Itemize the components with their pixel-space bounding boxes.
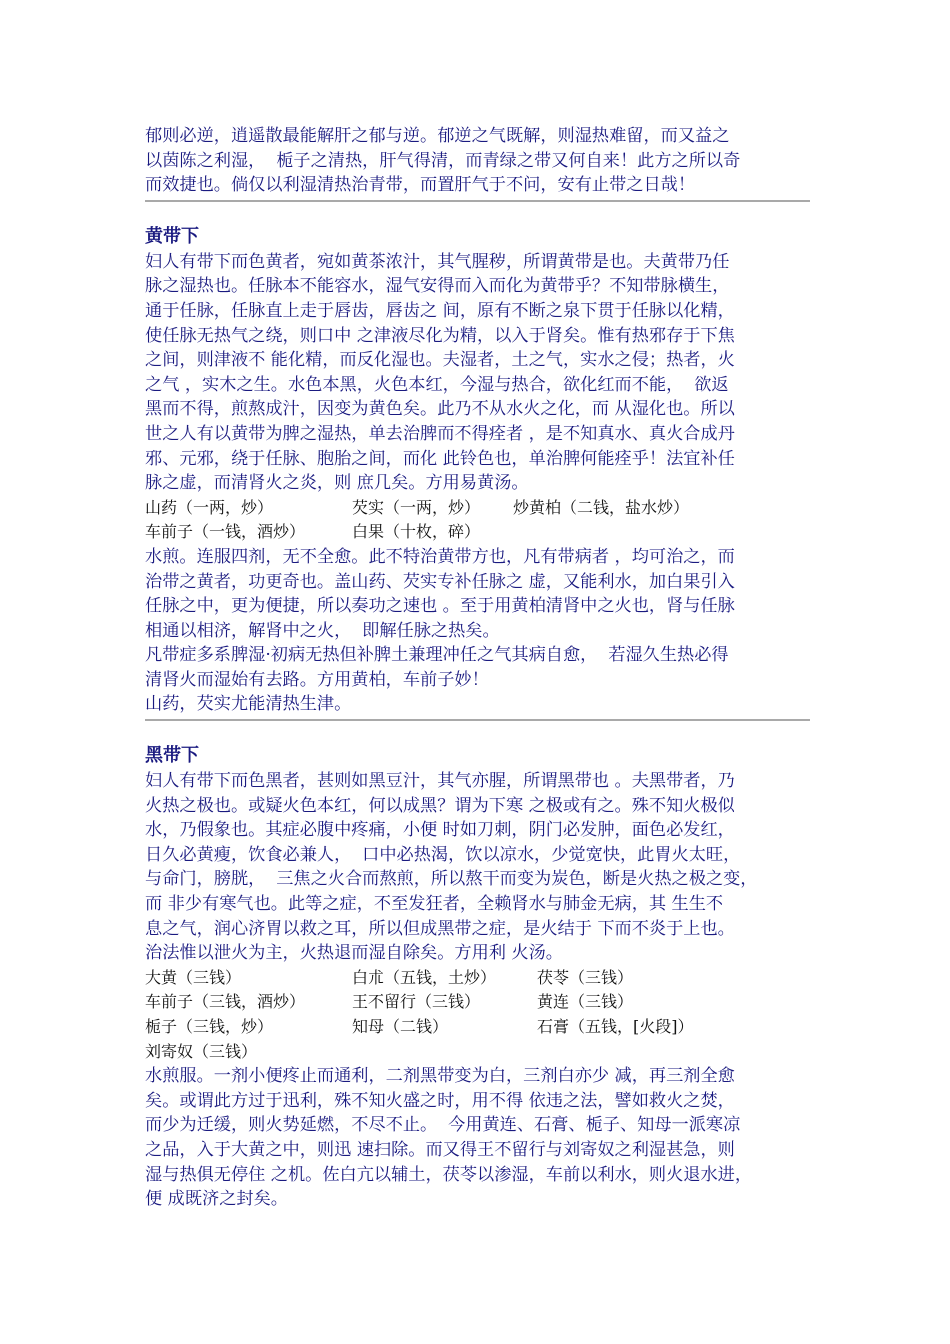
herb-item: 白朮（五钱，土炒） xyxy=(352,967,497,987)
text-line: 息之气，润心济胃以救之耳，所以但成黑带之症，是火结于 下而不炎于上也。 xyxy=(145,918,735,939)
text-line: 山药，芡实尤能清热生津。 xyxy=(145,694,352,715)
text-line: 水，乃假象也。其症必腹中疼痛，小便 时如刀刺，阴门必发肿，面色必发红， xyxy=(145,820,735,841)
text-line: 水煎。连服四剂，无不全愈。此不特治黄带方也，凡有带病者 ，均可治之，而 xyxy=(145,546,735,567)
text-line: 脉之虚，而清肾火之炎，则 庶几矣。方用易黄汤。 xyxy=(145,473,529,494)
herb-row xyxy=(145,520,810,545)
text-line: 矣。或谓此方过于迅利，殊不知火盛之时，用不得 依违之法，譬如救火之焚， xyxy=(145,1090,735,1111)
section-huang xyxy=(145,224,810,717)
text-line: 火热之极也。或疑火色本红，何以成黑？谓为下寒 之极或有之。殊不知火极似 xyxy=(145,795,735,816)
herb-item: 车前子（三钱，酒炒） xyxy=(145,992,306,1012)
text-line: 脉之湿热也。任脉本不能容水，湿气安得而入而化为黄带乎？不知带脉横生， xyxy=(145,276,730,297)
herb-item: 大黄（三钱） xyxy=(145,967,242,987)
herb-item: 炒黄柏（二钱，盐水炒） xyxy=(513,497,690,517)
herb-list xyxy=(145,496,810,545)
herb-item: 栀子（三钱，炒） xyxy=(145,1017,274,1036)
text-line: 治带之黄者，功更奇也。盖山药、芡实专补任脉之 虚，又能利水，加白果引入 xyxy=(145,571,735,592)
text-line: 邪、元邪，绕于任脉、胞胎之间，而化 此铃色也，单治脾何能痊乎！法宜补任 xyxy=(145,448,735,469)
paragraph xyxy=(145,545,810,717)
intro-paragraph xyxy=(145,124,810,198)
section-hei xyxy=(145,743,810,1212)
herb-item: 山药（一两，炒） xyxy=(145,497,274,517)
herb-item: 芡实（一两，炒） xyxy=(352,497,481,517)
section-heading: 黑带下 xyxy=(145,745,199,767)
herb-item: 刘寄奴（三钱） xyxy=(145,1041,258,1061)
text-line: 而少为迁缓，则火势延燃，不尽不止。 今用黄连、石膏、栀子、知母一派寒凉 xyxy=(145,1115,741,1136)
text-line: 使任脉无热气之绕，则口中 之津液尽化为精，以入于肾矣。惟有热邪存于下焦 xyxy=(145,325,735,346)
herb-row xyxy=(145,966,810,991)
section-divider xyxy=(145,200,810,202)
paragraph xyxy=(145,769,810,966)
text-line: 而效捷也。倘仅以利湿清热治青带，而置肝气于不问，安有止带之日哉！ xyxy=(145,175,696,196)
text-line: 便 成既济之封矣。 xyxy=(145,1189,288,1210)
text-line: 与命门，膀胱， 三焦之火合而熬煎，所以熬干而变为炭色，断是火热之极之变， xyxy=(145,869,758,890)
paragraph xyxy=(145,250,810,496)
text-line: 任脉之中，更为便捷，所以奏功之速也 。至于用黄柏清肾中之火也，肾与任脉 xyxy=(145,596,735,617)
text-line: 之间，则津液不 能化精，而反化湿也。夫湿者，土之气，实水之侵；热者，火 xyxy=(145,350,735,371)
herb-row xyxy=(145,1015,810,1040)
herb-item: 茯苓（三钱） xyxy=(537,967,634,987)
text-line: 之气 ，实木之生。水色本黑，火色本红，今湿与热合，欲化红而不能， 欲返 xyxy=(145,374,729,395)
text-line: 相通以相济，解肾中之火， 即解任脉之热矣。 xyxy=(145,620,500,641)
text-line: 世之人有以黄带为脾之湿热，单去治脾而不得痊者 ，是不知真水、真火合成丹 xyxy=(145,423,735,444)
herb-item: 白果（十枚，碎） xyxy=(352,522,481,542)
document-page xyxy=(145,124,810,1212)
herb-item: 石膏（五钱，[火段]） xyxy=(537,1017,694,1036)
text-line: 凡带症多系脾湿·初病无热但补脾土兼理冲任之气其病自愈， 若湿久生热必得 xyxy=(145,645,729,666)
text-line: 通于任脉，任脉直上走于唇齿，唇齿之 间，原有不断之泉下贯于任脉以化精， xyxy=(145,300,735,321)
herb-item: 王不留行（三钱） xyxy=(352,992,481,1012)
text-line: 日久必黄瘦，饮食必兼人， 口中必热渴，饮以凉水，少觉宽快，此胃火太旺， xyxy=(145,844,741,865)
herb-item: 知母（二钱） xyxy=(352,1017,449,1036)
paragraph xyxy=(145,1064,810,1212)
text-line: 湿与热俱无停住 之机。佐白亢以辅土，茯苓以渗湿，车前以利水，则火退水进， xyxy=(145,1164,753,1185)
herb-row xyxy=(145,1040,810,1065)
text-line: 妇人有带下而色黄者，宛如黄茶浓汁，其气腥秽，所谓黄带是也。夫黄带乃任 xyxy=(145,251,730,272)
text-line: 治法惟以泄火为主，火热退而湿自除矣。方用利 火汤。 xyxy=(145,943,563,964)
text-line: 清肾火而湿始有去路。方用黄柏，车前子妙！ xyxy=(145,669,489,690)
herb-row xyxy=(145,990,810,1015)
text-line: 黑而不得，煎熬成汁，因变为黄色矣。此乃不从水火之化，而 从湿化也。所以 xyxy=(145,399,735,420)
section-divider xyxy=(145,719,810,721)
text-line: 以茵陈之利湿， 栀子之清热，肝气得清，而青绿之带又何自来！此方之所以奇 xyxy=(145,150,741,171)
herb-row xyxy=(145,496,810,521)
section-heading: 黄带下 xyxy=(145,225,199,247)
text-line: 之品，入于大黄之中，则迅 速扫除。而又得王不留行与刘寄奴之利湿甚急，则 xyxy=(145,1139,735,1160)
text-line: 水煎服。一剂小便疼止而通利，二剂黑带变为白，三剂白亦少 减，再三剂全愈 xyxy=(145,1066,735,1087)
herb-item: 车前子（一钱，酒炒） xyxy=(145,522,306,542)
text-line: 妇人有带下而色黑者，甚则如黑豆汁，其气亦腥，所谓黑带也 。夫黑带者，乃 xyxy=(145,771,735,792)
herb-list xyxy=(145,966,810,1064)
text-line: 而 非少有寒气也。此等之症，不至发狂者，全赖肾水与肺金无病，其 生生不 xyxy=(145,894,724,915)
herb-item: 黄连（三钱） xyxy=(537,992,634,1012)
text-line: 郁则必逆，逍遥散最能解肝之郁与逆。郁逆之气既解，则湿热难留，而又益之 xyxy=(145,126,730,146)
